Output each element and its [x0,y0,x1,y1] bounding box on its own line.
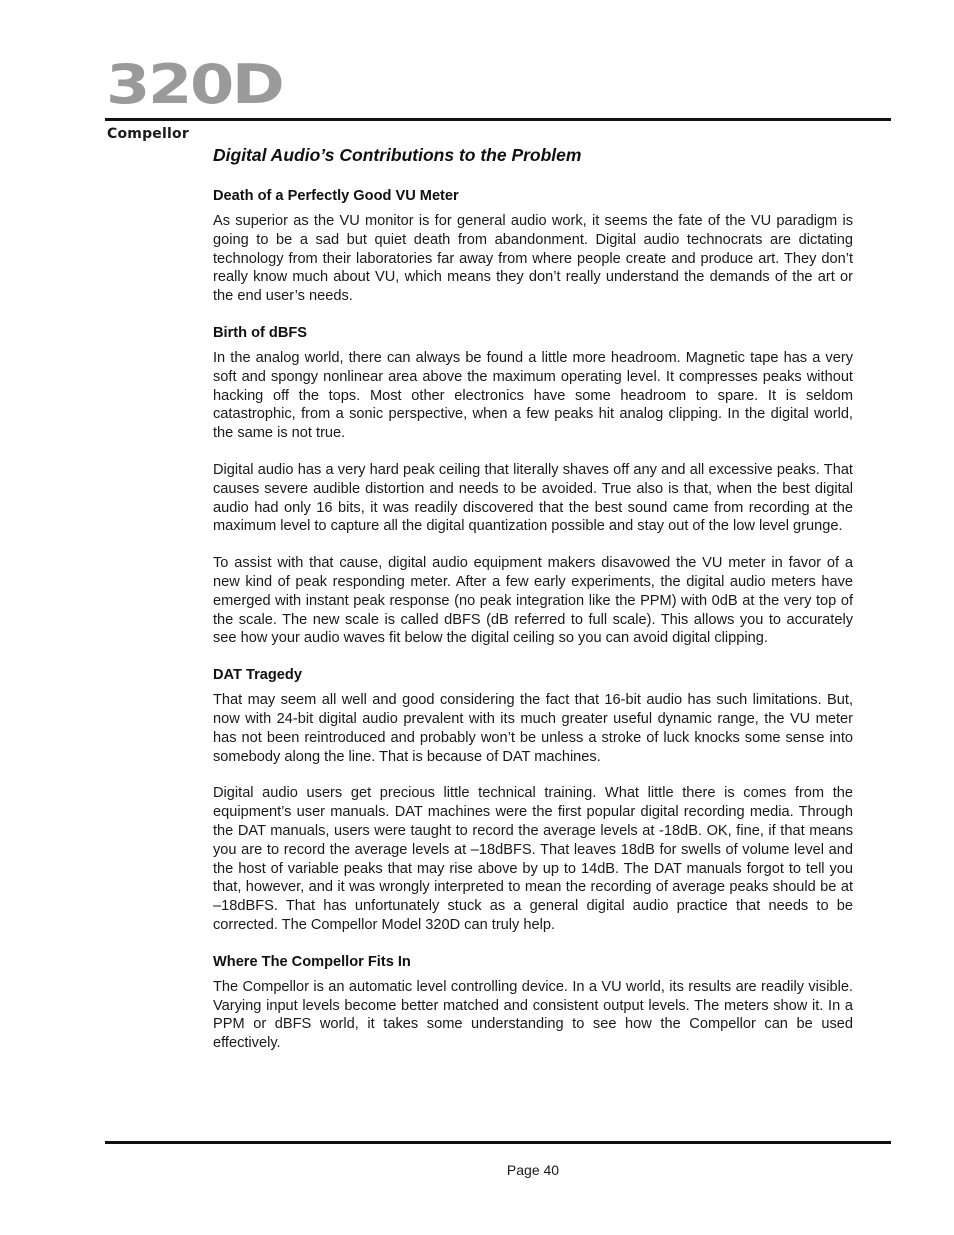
footer-rule [105,1141,891,1144]
paragraph: To assist with that cause, digital audio equipment makers disavowed the VU meter in favor of a new kind of peak responding meter. After a few early experiments, the digital audio meters have emerged with instant peak response (no peak integration like the PPM) with 0dB at the very top of the scale. The new scale is called dBFS (dB referred to full scale). This allows you to accurately see how your audio waves fit below the digital ceiling so you can avoid digital clipping. [213,555,853,647]
paragraph: As superior as the VU monitor is for general audio work, it seems the fate of the VU paradigm is going to be a sad but quiet death from abandonment. Digital audio technocrats are dictating technology from their laboratories far away from where people create and produce art. They don’t really know much about VU, which means they don’t really understand the demands of the art or the end user’s needs. [213,213,853,305]
page-content [213,143,853,1071]
brand-name: Compellor [107,126,189,142]
subheading-dat-tragedy: DAT Tragedy [213,667,302,684]
page-number: Page 40 [506,1162,560,1178]
paragraph: Digital audio users get precious little technical training. What little there is comes from the equipment’s user manuals. DAT machines were the first popular digital recording media. Through the DAT manuals, users were taught to record the average levels at -18dB. OK, fine, if that means you are to record the average levels at –18dBFS. That leaves 18dB for swells of volume level and the host of variable peaks that may rise above by up to 14dB. The DAT manuals forgot to tell you that, however, and it was wrongly interpreted to mean the recording of average peaks should be at –18dBFS. That has unfortunately stuck as a general digital audio practice that needs to be corrected. The Compellor Model 320D can truly help. [213,785,853,933]
logo-text: 320D [106,53,283,116]
paragraph: The Compellor is an automatic level controlling device. In a VU world, its results are readily visible. Varying input levels become better matched and consistent output levels. The meters show it. In a PPM or dBFS world, it takes some understanding to see how the Compellor can be used effectively. [213,978,853,1052]
subheading-compellor-fits: Where The Compellor Fits In [213,953,411,970]
paragraph: In the analog world, there can always be found a little more headroom. Magnetic tape has a very soft and spongy nonlinear area above the maximum operating level. It compresses peaks without hacking off the tops. Most other electronics have some headroom to spare. It is seldom catastrophic, from a sonic perspective, when a few peaks hit analog clipping. In the digital world, the same is not true. [213,349,853,442]
section-title: Digital Audio’s Contributions to the Problem [213,145,582,165]
paragraph: Digital audio has a very hard peak ceiling that literally shaves off any and all excessive peaks. That causes severe audible distortion and needs to be avoided. True also is that, when the best digital audio had only 16 bits, it was readily discovered that the best sound came from recording at the maximum level to capture all the digital quantization possible and stay out of the low level grunge. [213,461,853,535]
logo [106,53,283,116]
header-rule [105,118,891,121]
subheading-dbfs: Birth of dBFS [213,324,308,341]
paragraph: That may seem all well and good considering the fact that 16-bit audio has such limitations. But, now with 24-bit digital audio prevalent with its much greater useful dynamic range, the VU meter has not been reintroduced and probably won’t be unless a stroke of luck knocks some sense into somebody along the line. That is because of DAT machines. [213,692,853,765]
subheading-vu-meter: Death of a Perfectly Good VU Meter [213,188,459,204]
